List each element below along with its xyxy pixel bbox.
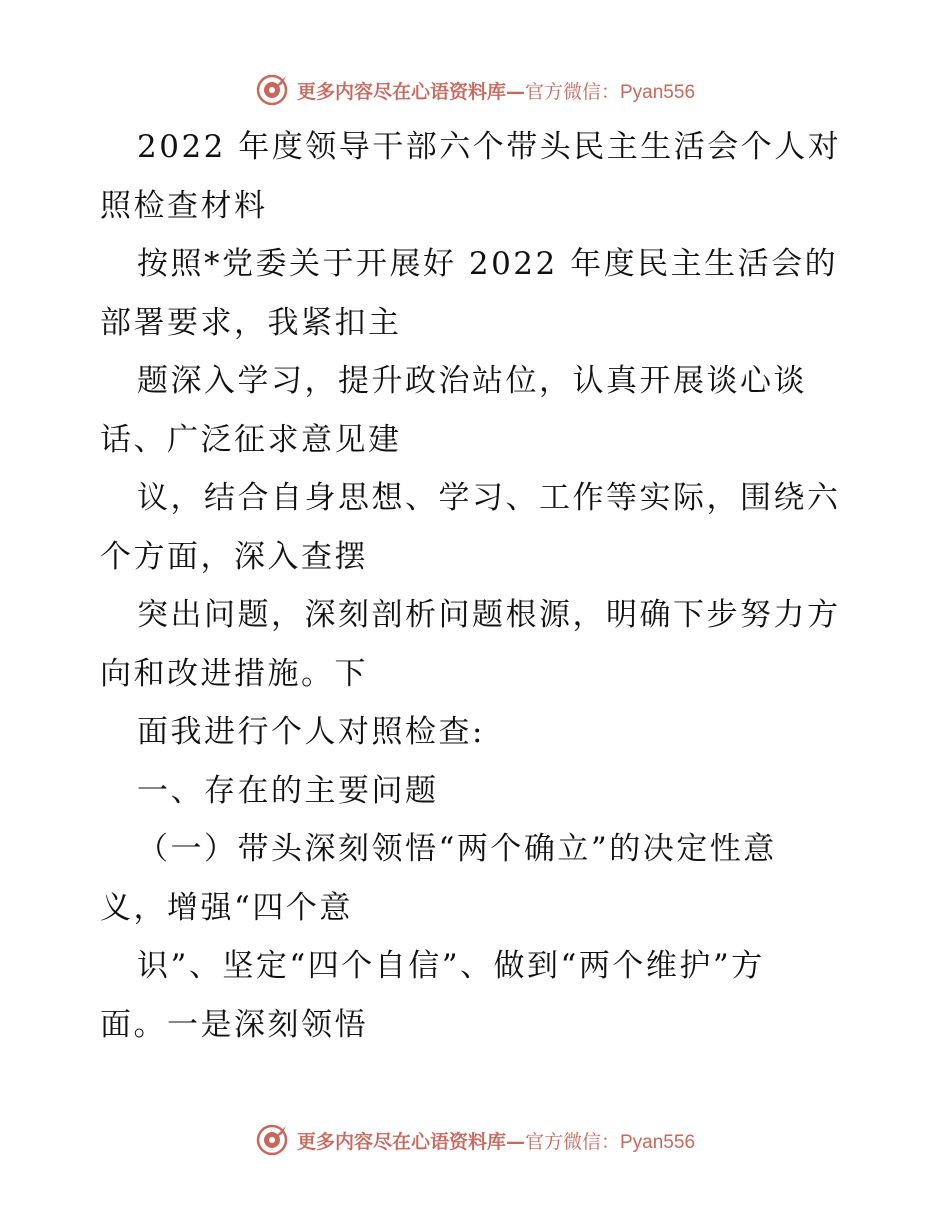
paragraph-line: 面我进行个人对照检查: (137, 714, 485, 750)
paragraph-line: 议，结合自身思想、学习、工作等实际，围绕六 (137, 480, 841, 516)
paragraph-line: 突出问题，深刻剖析问题根源，明确下步努力方 (137, 597, 841, 633)
watermark-contact: 官方微信：Pyan556 (525, 81, 696, 103)
paragraph-line: 部署要求，我紧扣主 (100, 304, 402, 341)
title-line-2: 照检查材料 (100, 187, 268, 224)
quill-logo-icon (255, 1123, 289, 1157)
watermark-brand: 更多内容尽在心语资料库 (296, 1130, 506, 1153)
watermark-contact: 官方微信：Pyan556 (525, 1131, 696, 1153)
footer-watermark (0, 1120, 950, 1160)
paragraph-line: 话、广泛征求意见建 (100, 421, 402, 458)
subsection-heading: （一）带头深刻领悟“两个确立”的决定性意 (137, 831, 777, 867)
title-line-1: 2022 年度领导干部六个带头民主生活会个人对 (137, 129, 842, 165)
paragraph-line: 题深入学习，提升政治站位，认真开展谈心谈 (137, 363, 807, 399)
paragraph-line: 识”、坚定“四个自信”、做到“两个维护”方 (137, 948, 765, 984)
paragraph-line: 个方面，深入查摆 (100, 538, 368, 575)
section-heading: 一、存在的主要问题 (137, 772, 439, 809)
watermark-separator: — (506, 80, 525, 103)
paragraph-line: 义，增强“四个意 (100, 889, 353, 926)
watermark-brand: 更多内容尽在心语资料库 (296, 80, 506, 103)
document-body (100, 118, 860, 1054)
watermark-separator: — (506, 1130, 525, 1153)
quill-logo-icon (255, 73, 289, 107)
paragraph-line: 向和改进措施。下 (100, 655, 368, 692)
paragraph-line: 面。一是深刻领悟 (100, 1006, 368, 1043)
paragraph-line: 按照*党委关于开展好 2022 年度民主生活会的 (137, 246, 839, 282)
header-watermark (0, 70, 950, 110)
